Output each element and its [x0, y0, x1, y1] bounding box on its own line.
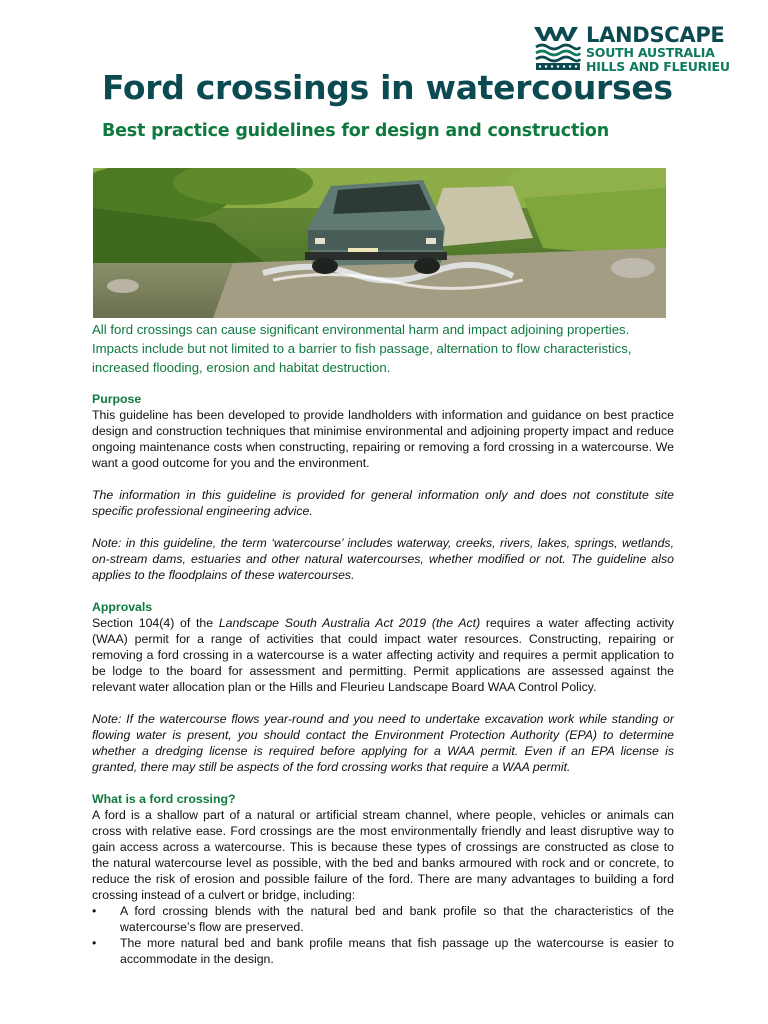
advantages-list: [92, 903, 674, 967]
purpose-heading: Purpose: [92, 392, 142, 406]
logo-wordmark: [586, 25, 730, 73]
logo-line-3: HILLS AND FLEURIEU: [586, 58, 730, 74]
epa-note: Note: If the watercourse flows year-round and you need to undertake excavation work while standing or flowing water is present, you should contact the Environment Protection Authority (EPA) to determine whether a dredging license is required before applying for a WAA permit. Even if an EPA license is granted, there may still be aspects of the ford crossing works that require a WAA permit.: [92, 712, 674, 774]
list-item: • A ford crossing blends with the natural bed and bank profile so that the characteristics of the watercourse’s flow are preserved.: [92, 903, 674, 935]
intro-paragraph: All ford crossings can cause significant environmental harm and impact adjoining properties. Impacts include but not limited to a barrier to fish passage, alternation to flow characteristics, increased flooding, erosion and habitat destruction.: [92, 322, 632, 375]
document-body: [92, 320, 674, 967]
ford-paragraph: A ford is a shallow part of a natural or artificial stream channel, where people, vehicles or animals can cross with relative ease. Ford crossings are the most environmentally friendly and least disruptive way to gain access across a watercourse. This is because these types of crossings are constructed as close to the natural watercourse level as possible, with the bed and banks armoured with rock and or concrete, to reduce the risk of erosion and possible failure of the ford. There are many advantages to building a ford crossing instead of a culvert or bridge, including:: [92, 808, 674, 902]
photo-illustration: [93, 168, 666, 318]
approvals-heading: Approvals: [92, 600, 153, 614]
logo-line-1: LANDSCAPE: [586, 23, 725, 47]
act-name: Landscape South Australia Act 2019 (the Act): [218, 616, 481, 630]
ford-heading: What is a ford crossing?: [92, 792, 236, 806]
disclaimer-paragraph: The information in this guideline is provided for general information only and does not constitute site specific professional engineering advice.: [92, 488, 674, 518]
ford-crossing-photo: [93, 168, 666, 318]
purpose-paragraph: This guideline has been developed to provide landholders with information and guidance on best practice design and construction techniques that minimise environmental and adjoining property impact and reduce ongoing maintenance costs when constructing, repairing or removing a ford crossing in a watercourse. We want a good outcome for you and the environment.: [92, 408, 674, 470]
approvals-paragraph: [92, 615, 674, 695]
approvals-text-start: Section 104(4) of the: [92, 616, 219, 630]
logo-line-2: SOUTH AUSTRALIA: [586, 45, 715, 60]
wave-logo-icon: [534, 25, 582, 71]
list-item: • The more natural bed and bank profile means that fish passage up the watercourse is easier to accommodate in the design.: [92, 935, 674, 967]
page-subtitle: Best practice guidelines for design and construction: [102, 121, 610, 141]
page-title: Ford crossings in watercourses: [102, 68, 673, 107]
approvals-text-end: requires a water affecting activity (WAA) permit for a range of activities that could impact water resources. Constructing, repairing or removing a ford crossing in a watercourse is a water affecting activity and requires a permit application to be lodge to the board for assessment and permitting. Permit applications are assessed against the relevant water allocation plan or the Hills and Fleurieu Landscape Board WAA Control Policy.: [92, 616, 675, 694]
watercourse-note: Note: in this guideline, the term ‘watercourse’ includes waterway, creeks, rivers, lakes, springs, wetlands, on-stream dams, estuaries and other natural watercourses, whether modified or not. The guideline also applies to the floodplains of these watercourses.: [92, 536, 674, 582]
